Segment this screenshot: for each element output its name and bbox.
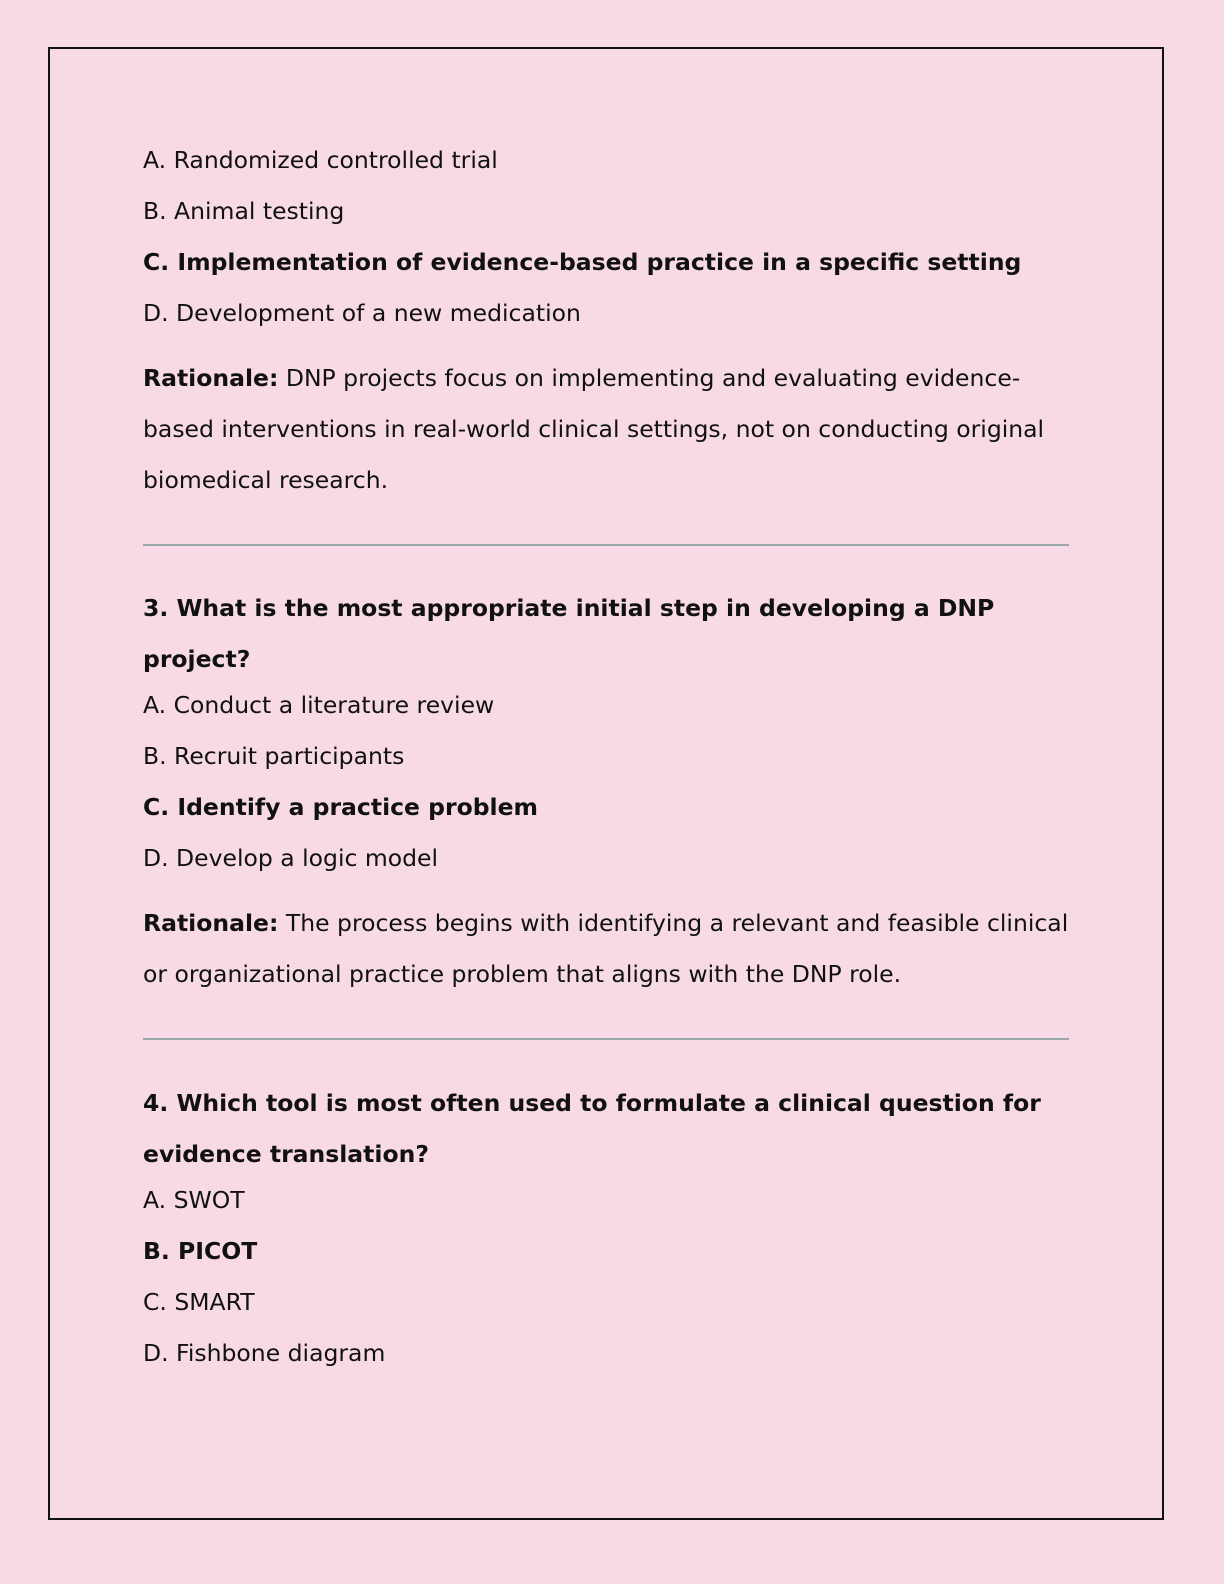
q2-rationale-label: Rationale: (143, 364, 279, 392)
q2-options (143, 140, 1073, 344)
q4-question: 4. Which tool is most often used to formulate a clinical question for evidence translation? (143, 1089, 1041, 1168)
q3-question: 3. What is the most appropriate initial step in developing a DNP project? (143, 594, 995, 673)
q3-option-c-correct: C. Identify a practice problem (143, 793, 539, 821)
q4-options (143, 1180, 1073, 1384)
q2-option-a: A. Randomized controlled trial (143, 146, 498, 174)
q3-rationale (143, 898, 1073, 1000)
q2-option-c-correct: C. Implementation of evidence-based practice in a specific setting (143, 248, 1022, 276)
q3-option-b: B. Recruit participants (143, 742, 405, 770)
q4-option-d: D. Fishbone diagram (143, 1339, 386, 1367)
q3-rationale-text: The process begins with identifying a relevant and feasible clinical or organizational practice problem that aligns with the DNP role. (143, 909, 1069, 988)
q3-options (143, 685, 1073, 889)
q2-rationale (143, 353, 1073, 506)
q3-option-d: D. Develop a logic model (143, 844, 439, 872)
q2-option-d: D. Development of a new medication (143, 299, 581, 327)
q2-rationale-text: DNP projects focus on implementing and evaluating evidence-based interventions in real-world clinical settings, not on conducting original biomedical research. (143, 364, 1045, 494)
q3-rationale-label: Rationale: (143, 909, 279, 937)
q3-option-a: A. Conduct a literature review (143, 691, 495, 719)
q4-option-c: C. SMART (143, 1288, 255, 1316)
q2-option-b: B. Animal testing (143, 197, 345, 225)
quiz-content (143, 140, 1073, 1384)
q4-option-a: A. SWOT (143, 1186, 245, 1214)
q4-option-b-correct: B. PICOT (143, 1237, 258, 1265)
